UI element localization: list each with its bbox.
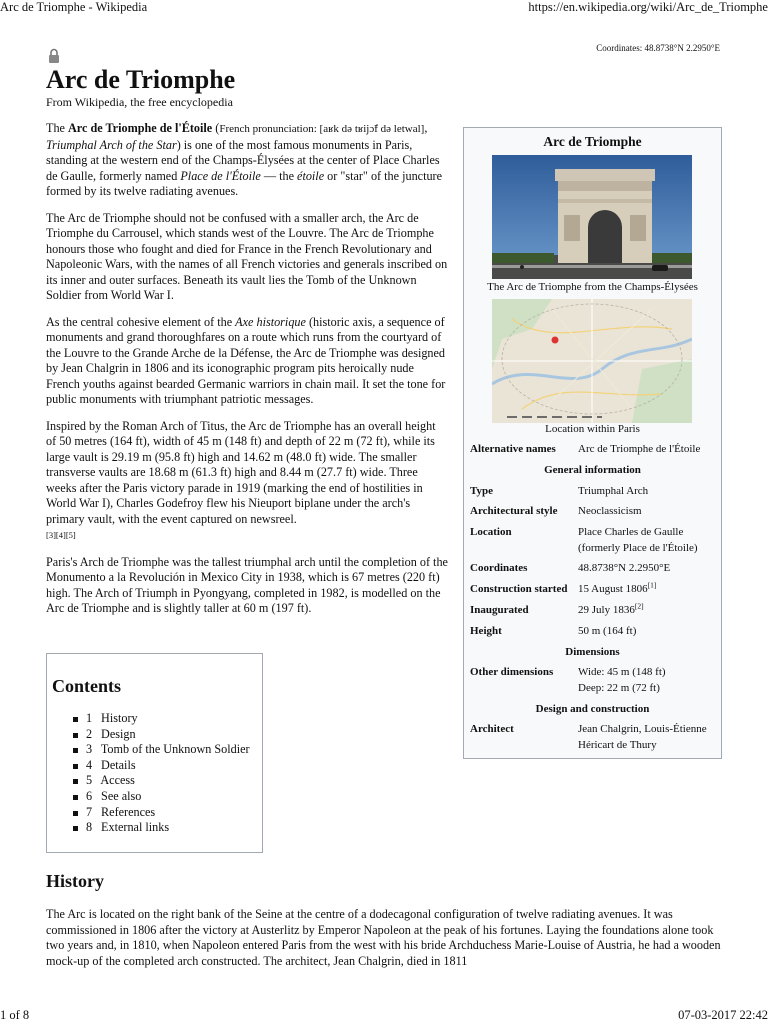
paragraph-intro: The Arc de Triomphe de l'Étoile (French pronunciation: [aʁk də tʁijɔ̃f də letwal], Triumphal Arch of the Star) is one of the most famous monuments in Paris, standing at the western end of the Champs-Élysées at the center of Place Charles de Gaulle, formerly named Place de l'Étoile — the étoile or "star" of the juncture formed by its twelve radiating avenues. bbox=[46, 121, 443, 198]
toc-list bbox=[73, 711, 250, 836]
bullet-icon bbox=[73, 779, 78, 784]
toc-item-details[interactable]: 4 Details bbox=[73, 758, 250, 774]
coordinates-link[interactable]: Coordinates: 48.8738°N 2.2950°E bbox=[596, 43, 720, 53]
bullet-icon bbox=[73, 717, 78, 722]
paragraph-3: As the central cohesive element of the Axe historique (historic axis, a sequence of monuments and grand thoroughfares on a route which runs from the courtyard of the Louvre to the Grande Arche de la Défense, the Arc de Triomphe was designed by Jean Chalgrin in 1806 and its iconographic program pits heroically nude French youths against bearded Germanic warriors in chain mail. It set the tone for public monuments with triumphant patriotic messages. bbox=[46, 314, 446, 406]
article-body bbox=[46, 121, 448, 628]
infobox-header-dimensions: Dimensions bbox=[565, 646, 620, 658]
infobox-header-general: General information bbox=[544, 464, 641, 476]
toc-item-see-also[interactable]: 6 See also bbox=[73, 789, 250, 805]
toc-item-external-links[interactable]: 8 External links bbox=[73, 820, 250, 836]
infobox-header-design: Design and construction bbox=[535, 703, 650, 715]
paragraph-5: Paris's Arch de Triomphe was the tallest triumphal arch until the completion of the Monumento a la Revolución in Mexico City in 1938, which is 67 metres (220 ft) high. The Arch of Triumph in Pyongyang, completed in 1982, is modelled on the Arc de Triomphe and is slightly taller at 60 m (197 ft). bbox=[46, 554, 448, 615]
pronunciation[interactable]: French pronunciation: [aʁk də tʁijɔ̃f də letwal] bbox=[219, 123, 425, 135]
print-header-url[interactable]: https://en.wikipedia.org/wiki/Arc_de_Triomphe bbox=[528, 0, 768, 14]
infobox-title: Arc de Triomphe bbox=[543, 134, 642, 149]
bullet-icon bbox=[73, 826, 78, 831]
map-caption: Location within Paris bbox=[545, 423, 640, 435]
toc-item-design[interactable]: 2 Design bbox=[73, 727, 250, 743]
toc-item-references[interactable]: 7 References bbox=[73, 805, 250, 821]
toc-heading: Contents bbox=[52, 676, 122, 696]
lock-icon bbox=[48, 48, 60, 64]
table-of-contents bbox=[46, 653, 263, 853]
paragraph-2: The Arc de Triomphe should not be confused with a smaller arch, the Arc de Triomphe du Carrousel, which stands west of the Louvre. The Arc de Triomphe honours those who fought and died for France in the French Revolutionary and Napoleonic Wars, with the names of all French victories and generals inscribed on its inner and outer surfaces. Beneath its vault lies the Tomb of the Unknown Soldier from World War I. bbox=[46, 210, 448, 302]
print-header bbox=[0, 0, 768, 16]
bullet-icon bbox=[73, 795, 78, 800]
bullet-icon bbox=[73, 764, 78, 769]
history-heading: History bbox=[46, 871, 104, 891]
toc-item-history[interactable]: 1 History bbox=[73, 711, 250, 727]
page-number: 1 of 8 bbox=[0, 1008, 30, 1022]
reference-links[interactable]: [3][4][5] bbox=[46, 530, 76, 540]
print-header-title: Arc de Triomphe - Wikipedia bbox=[0, 0, 148, 14]
bullet-icon bbox=[73, 748, 78, 753]
toc-item-access[interactable]: 5 Access bbox=[73, 773, 250, 789]
arc-photo[interactable] bbox=[492, 155, 692, 279]
page-title: Arc de Triomphe bbox=[46, 65, 236, 94]
print-date: 07-03-2017 22:42 bbox=[678, 1008, 768, 1022]
toc-item-tomb[interactable]: 3 Tomb of the Unknown Soldier bbox=[73, 742, 250, 758]
print-footer bbox=[0, 1008, 768, 1024]
history-paragraph: The Arc is located on the right bank of the Seine at the centre of a dodecagonal configuration of twelve radiating avenues. It was commissioned in 1806 after the victory at Austerlitz by Emperor Napoleon at the peak of his fortunes. Laying the foundations alone took two years and, in 1810, when Napoleon entered Paris from the west with his bride Archduchess Marie-Louise of Austria, he had a wooden mock-up of the completed arch constructed. The architect, Jean Chalgrin, died in 1811 bbox=[46, 907, 721, 968]
paragraph-4: Inspired by the Roman Arch of Titus, the Arc de Triomphe has an overall height of 50 metres (164 ft), width of 45 m (148 ft) and depth of 22 m (72 ft), while its large vault is 29.19 m (95.8 ft) high and 14.62 m (48.0 ft) wide. The smaller transverse vaults are 18.68 m (61.3 ft) high and 8.44 m (27.7 ft) wide. Three weeks after the Paris victory parade in 1919 (marking the end of hostilities in World War I), Charles Godefroy flew his Nieuport biplane under the arch's primary vault, with the event captured on newsreel. [3][4][5] bbox=[46, 418, 436, 540]
photo-caption: The Arc de Triomphe from the Champs-Élysées bbox=[487, 281, 698, 293]
page-subtitle: From Wikipedia, the free encyclopedia bbox=[46, 95, 233, 109]
bullet-icon bbox=[73, 733, 78, 738]
location-map[interactable] bbox=[492, 299, 692, 423]
infobox: Arc de Triomphe The Arc de Triomphe from the Champs-Élysées Location within Paris Alternative names Arc de Triomphe de l'Étoile General information Type Triumphal Arch Architectural style Neoclassicism Location Place Charles de Gaulle (formerly Place de l'Étoile) Coordinates 48.8738°N 2.2950°E Construction started 15 August 1806[1] Inaugurated 29 July 1836[2] Height 50 m (164 ft) Dimensions Other dimensions Wide: 45 m (148 ft) Deep: 22 m (72 ft) Design and construction Architect Jean Chalgrin, Louis-Étienne Héricart de Thury bbox=[463, 127, 722, 759]
bullet-icon bbox=[73, 811, 78, 816]
